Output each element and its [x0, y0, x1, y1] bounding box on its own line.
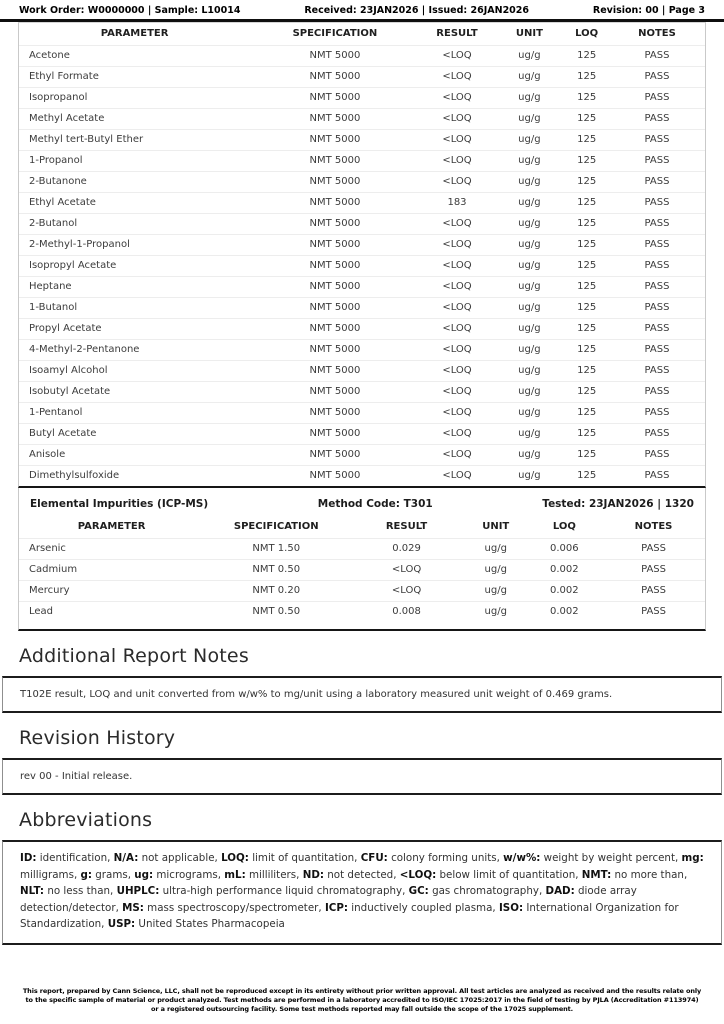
table-cell: ug/g	[494, 45, 564, 66]
table-cell: PASS	[609, 234, 705, 255]
abbreviation-key: mL:	[224, 868, 246, 881]
abbreviations-section-title: Abbreviations	[19, 809, 153, 831]
table-cell: 125	[564, 213, 609, 234]
table-cell: ug/g	[494, 87, 564, 108]
table-cell: Lead	[19, 601, 204, 622]
abbreviation-key: <LOQ:	[399, 868, 437, 881]
table-cell: NMT 5000	[250, 87, 419, 108]
table-cell: PASS	[602, 559, 705, 580]
table-cell: <LOQ	[420, 213, 495, 234]
notes-text: T102E result, LOQ and unit converted from w/w% to mg/unit using a laboratory measured unit weight of 0.469 grams.	[20, 689, 613, 700]
table-cell: NMT 5000	[250, 276, 419, 297]
table-row	[19, 423, 705, 444]
col-specification: SPECIFICATION	[233, 521, 319, 533]
solvent-table	[19, 23, 705, 486]
abbreviation-key: mg:	[681, 852, 704, 864]
table-cell: 0.006	[527, 538, 602, 559]
table-cell: PASS	[602, 538, 705, 559]
col-specification: SPECIFICATION	[292, 28, 378, 40]
table-cell: 0.002	[527, 601, 602, 622]
table-cell: 1-Pentanol	[19, 402, 250, 423]
table-row	[19, 129, 705, 150]
table-cell: 2-Butanol	[19, 213, 250, 234]
table-cell: <LOQ	[420, 402, 495, 423]
table-cell: 125	[564, 129, 609, 150]
abbreviation-key: DAD:	[545, 885, 575, 897]
table-cell: <LOQ	[420, 297, 495, 318]
table-row	[19, 45, 705, 66]
table-cell: 0.029	[348, 538, 465, 559]
table-cell: PASS	[609, 318, 705, 339]
table-cell: ug/g	[465, 601, 527, 622]
table-cell: Isoamyl Alcohol	[19, 360, 250, 381]
table-cell: PASS	[609, 213, 705, 234]
table-cell: <LOQ	[420, 276, 495, 297]
table-cell: NMT 5000	[250, 444, 419, 465]
table-cell: NMT 5000	[250, 423, 419, 444]
table-cell: ug/g	[494, 381, 564, 402]
work-order-sample-label: Work Order: W0000000 | Sample: L10014	[19, 5, 241, 16]
table-cell: ug/g	[494, 213, 564, 234]
table-row	[19, 381, 705, 402]
table-cell: PASS	[609, 108, 705, 129]
table-cell: PASS	[609, 360, 705, 381]
table-cell: PASS	[609, 150, 705, 171]
solvent-table-body	[19, 45, 705, 486]
table-cell: NMT 0.50	[204, 601, 348, 622]
table-cell: PASS	[609, 87, 705, 108]
table-cell: 125	[564, 318, 609, 339]
abbreviations-text: ID: identification, N/A: not applicable, LOQ: limit of quantitation, CFU: colony forming units, w/w%: weight by weight percent, mg: milligrams, g: grams, ug: micrograms, mL: milliliters, ND: not detected, <LOQ: below limit of quantitation, NMT: no more than, NLT: no less than, UHPLC: ultra-high performance liquid chromatography, GC: gas chromatography, DAD: diode array detection/detector, MS: mass spectroscopy/spectrometer, ICP: inductively coupled plasma, ISO: International Organization for Standardization, USP: United States Pharmacopeia	[20, 852, 704, 930]
table-cell: 4-Methyl-2-Pentanone	[19, 339, 250, 360]
table-cell: 125	[564, 339, 609, 360]
abbreviation-key: LOQ:	[221, 852, 249, 864]
abbreviation-key: ISO:	[498, 901, 524, 914]
table-cell: <LOQ	[420, 360, 495, 381]
header-row	[19, 516, 705, 538]
table-cell: 125	[564, 402, 609, 423]
col-notes: NOTES	[638, 28, 676, 40]
table-cell: ug/g	[494, 297, 564, 318]
abbreviation-key: MS:	[122, 901, 144, 914]
abbreviation-key: GC:	[408, 885, 429, 897]
table-cell: ug/g	[465, 559, 527, 580]
table-cell: PASS	[609, 192, 705, 213]
table-cell: 125	[564, 150, 609, 171]
table-cell: Mercury	[19, 580, 204, 601]
table-row	[19, 465, 705, 486]
footer-line: to the specific sample of material or product analyzed. Test methods are performed in a laboratory accredited to ISO/IEC 17025:2017 in the field of testing by PJLA (Accreditation #113974)	[25, 996, 699, 1004]
table-cell: Isobutyl Acetate	[19, 381, 250, 402]
table-cell: PASS	[609, 402, 705, 423]
table-cell: <LOQ	[420, 66, 495, 87]
table-cell: ug/g	[494, 234, 564, 255]
table-cell: NMT 5000	[250, 339, 419, 360]
table-cell: 125	[564, 234, 609, 255]
table-cell: 125	[564, 465, 609, 486]
table-cell: PASS	[609, 465, 705, 486]
footer-disclaimer	[6, 987, 718, 1014]
footer-line: or a registered outsourcing facility. Some test methods reported may fall outside the scope of the 17025 supplement.	[150, 1005, 574, 1013]
table-cell: 125	[564, 297, 609, 318]
col-unit: UNIT	[515, 28, 543, 40]
table-row	[19, 360, 705, 381]
header-row	[19, 23, 705, 45]
table-cell: NMT 5000	[250, 318, 419, 339]
table-row	[19, 87, 705, 108]
table-cell: <LOQ	[420, 339, 495, 360]
received-issued-label: Received: 23JAN2026 | Issued: 26JAN2026	[304, 5, 530, 16]
table-cell: <LOQ	[348, 559, 465, 580]
table-cell: ug/g	[494, 192, 564, 213]
table-row	[19, 580, 705, 601]
table-cell: 125	[564, 87, 609, 108]
col-result: RESULT	[436, 28, 478, 40]
table-cell: NMT 5000	[250, 171, 419, 192]
table-cell: 125	[564, 108, 609, 129]
table-cell: <LOQ	[420, 465, 495, 486]
revision-text: rev 00 - Initial release.	[20, 771, 133, 782]
table-cell: ug/g	[494, 129, 564, 150]
abbreviation-key: g:	[80, 868, 92, 881]
table-cell: PASS	[609, 444, 705, 465]
abbreviation-key: UHPLC:	[116, 885, 160, 897]
elemental-section-title: Elemental Impurities (ICP-MS)	[30, 498, 209, 510]
table-cell: ug/g	[494, 423, 564, 444]
table-cell: 125	[564, 171, 609, 192]
table-cell: PASS	[609, 45, 705, 66]
table-cell: NMT 5000	[250, 465, 419, 486]
table-row	[19, 171, 705, 192]
table-row	[19, 339, 705, 360]
table-cell: Ethyl Acetate	[19, 192, 250, 213]
footer-line: This report, prepared by Cann Science, LLC, shall not be reproduced except in its entirety without prior written approval. All test articles are analyzed as received and the results relate only	[22, 987, 702, 995]
table-cell: Isopropyl Acetate	[19, 255, 250, 276]
elemental-table	[19, 516, 705, 622]
table-cell: Cadmium	[19, 559, 204, 580]
table-cell: <LOQ	[420, 423, 495, 444]
table-row	[19, 601, 705, 622]
table-cell: <LOQ	[420, 381, 495, 402]
table-cell: ug/g	[494, 171, 564, 192]
table-cell: PASS	[609, 381, 705, 402]
table-cell: NMT 5000	[250, 213, 419, 234]
abbreviation-key: ID:	[20, 852, 37, 864]
table-cell: 0.008	[348, 601, 465, 622]
table-row	[19, 297, 705, 318]
table-cell: <LOQ	[420, 255, 495, 276]
table-cell: PASS	[602, 601, 705, 622]
table-row	[19, 150, 705, 171]
table-cell: 125	[564, 444, 609, 465]
table-row	[19, 318, 705, 339]
table-cell: ug/g	[494, 255, 564, 276]
abbreviation-key: USP:	[107, 918, 136, 930]
table-cell: NMT 0.20	[204, 580, 348, 601]
table-row	[19, 234, 705, 255]
table-cell: 125	[564, 423, 609, 444]
table-cell: 125	[564, 45, 609, 66]
abbreviation-key: NMT:	[581, 868, 612, 881]
abbreviation-key: ICP:	[324, 901, 349, 914]
table-cell: 1-Propanol	[19, 150, 250, 171]
col-loq: LOQ	[575, 28, 599, 40]
elemental-table-body	[19, 538, 705, 622]
table-cell: ug/g	[465, 538, 527, 559]
table-cell: Methyl tert-Butyl Ether	[19, 129, 250, 150]
table-cell: 125	[564, 255, 609, 276]
col-unit: UNIT	[482, 521, 510, 533]
table-cell: Arsenic	[19, 538, 204, 559]
solvent-table-box	[18, 22, 706, 488]
table-cell: <LOQ	[420, 87, 495, 108]
table-row	[19, 108, 705, 129]
table-cell: 2-Butanone	[19, 171, 250, 192]
col-notes: NOTES	[634, 521, 673, 533]
table-row	[19, 192, 705, 213]
table-cell: PASS	[609, 423, 705, 444]
table-cell: NMT 1.50	[204, 538, 348, 559]
table-cell: <LOQ	[348, 580, 465, 601]
table-cell: <LOQ	[420, 234, 495, 255]
table-cell: ug/g	[494, 66, 564, 87]
table-row	[19, 444, 705, 465]
elemental-table-box	[18, 488, 706, 631]
table-cell: ug/g	[494, 276, 564, 297]
solvent-table-header	[19, 23, 705, 45]
notes-section-box	[2, 676, 722, 713]
table-cell: <LOQ	[420, 129, 495, 150]
col-parameter: PARAMETER	[77, 521, 146, 533]
table-cell: <LOQ	[420, 150, 495, 171]
method-code-label: Method Code: T301	[317, 498, 433, 510]
abbreviation-key: ND:	[302, 868, 324, 881]
table-cell: 2-Methyl-1-Propanol	[19, 234, 250, 255]
table-cell: ug/g	[494, 150, 564, 171]
table-cell: 125	[564, 276, 609, 297]
table-row	[19, 538, 705, 559]
table-cell: PASS	[609, 66, 705, 87]
table-cell: Acetone	[19, 45, 250, 66]
table-row	[19, 213, 705, 234]
table-cell: ug/g	[465, 580, 527, 601]
table-cell: 125	[564, 381, 609, 402]
table-cell: NMT 5000	[250, 192, 419, 213]
table-cell: 125	[564, 66, 609, 87]
table-cell: PASS	[609, 276, 705, 297]
table-cell: NMT 5000	[250, 297, 419, 318]
table-cell: PASS	[609, 129, 705, 150]
table-cell: Butyl Acetate	[19, 423, 250, 444]
table-cell: NMT 0.50	[204, 559, 348, 580]
table-cell: PASS	[609, 255, 705, 276]
table-cell: Methyl Acetate	[19, 108, 250, 129]
abbreviation-key: w/w%:	[503, 852, 541, 864]
table-cell: NMT 5000	[250, 402, 419, 423]
table-cell: NMT 5000	[250, 381, 419, 402]
revision-section-box	[2, 758, 722, 795]
table-cell: 1-Butanol	[19, 297, 250, 318]
table-cell: 125	[564, 360, 609, 381]
table-cell: PASS	[609, 171, 705, 192]
table-cell: Heptane	[19, 276, 250, 297]
table-cell: <LOQ	[420, 108, 495, 129]
table-cell: 0.002	[527, 559, 602, 580]
abbreviation-key: N/A:	[113, 852, 139, 864]
table-row	[19, 402, 705, 423]
table-cell: ug/g	[494, 108, 564, 129]
table-cell: ug/g	[494, 444, 564, 465]
table-cell: PASS	[609, 339, 705, 360]
table-row	[19, 255, 705, 276]
elemental-section-header	[19, 488, 705, 516]
table-cell: NMT 5000	[250, 150, 419, 171]
table-cell: NMT 5000	[250, 234, 419, 255]
revision-section-title: Revision History	[19, 727, 176, 749]
abbreviation-key: NLT:	[20, 885, 45, 897]
table-cell: NMT 5000	[250, 129, 419, 150]
col-result: RESULT	[385, 521, 428, 533]
notes-section-title: Additional Report Notes	[19, 645, 249, 667]
table-cell: Anisole	[19, 444, 250, 465]
table-cell: ug/g	[494, 465, 564, 486]
table-cell: PASS	[602, 580, 705, 601]
table-cell: <LOQ	[420, 444, 495, 465]
table-cell: NMT 5000	[250, 45, 419, 66]
table-cell: ug/g	[494, 318, 564, 339]
table-cell: NMT 5000	[250, 66, 419, 87]
table-row	[19, 559, 705, 580]
table-cell: NMT 5000	[250, 255, 419, 276]
abbreviation-key: ug:	[134, 868, 154, 881]
table-cell: 0.002	[527, 580, 602, 601]
page-header-bar	[0, 0, 724, 22]
col-loq: LOQ	[552, 521, 576, 533]
revision-page-label: Revision: 00 | Page 3	[592, 5, 705, 16]
tested-datetime-label: Tested: 23JAN2026 | 1320	[542, 498, 694, 510]
table-cell: NMT 5000	[250, 108, 419, 129]
table-cell: NMT 5000	[250, 360, 419, 381]
table-cell: ug/g	[494, 339, 564, 360]
elemental-table-header	[19, 516, 705, 538]
table-row	[19, 66, 705, 87]
abbreviation-key: CFU:	[360, 852, 388, 864]
table-cell: Dimethylsulfoxide	[19, 465, 250, 486]
table-cell: <LOQ	[420, 45, 495, 66]
table-cell: 183	[420, 192, 495, 213]
table-cell: PASS	[609, 297, 705, 318]
col-parameter: PARAMETER	[100, 28, 169, 40]
table-cell: <LOQ	[420, 318, 495, 339]
table-cell: Ethyl Formate	[19, 66, 250, 87]
table-cell: Isopropanol	[19, 87, 250, 108]
table-row	[19, 276, 705, 297]
table-cell: 125	[564, 192, 609, 213]
table-cell: <LOQ	[420, 171, 495, 192]
table-cell: ug/g	[494, 402, 564, 423]
table-cell: ug/g	[494, 360, 564, 381]
table-cell: Propyl Acetate	[19, 318, 250, 339]
abbreviations-section-box	[2, 840, 722, 945]
